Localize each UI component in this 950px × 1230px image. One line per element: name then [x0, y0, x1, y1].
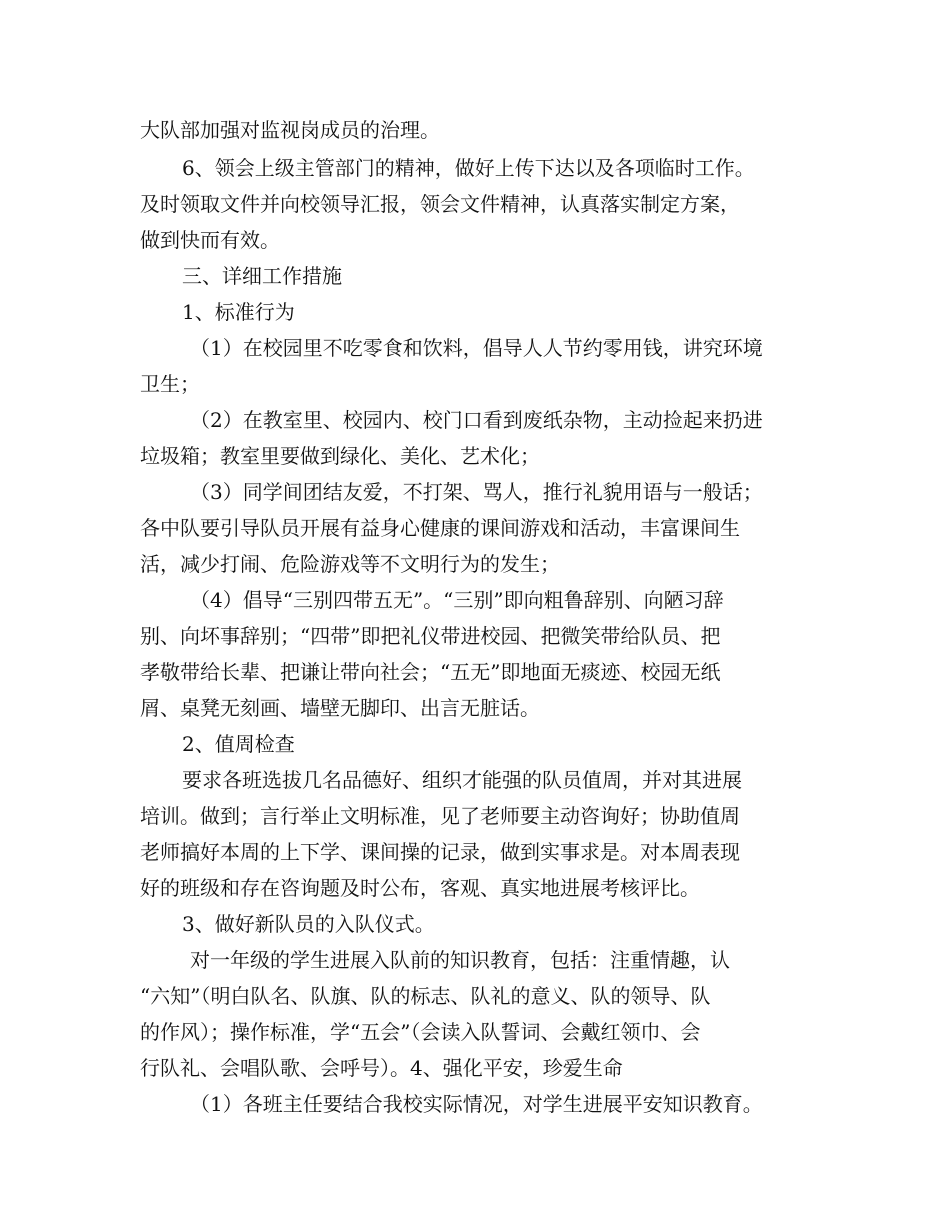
paragraph-line: （4）倡导“三别四带五无”。“三别”即向粗鲁辞别、向陋习辞: [190, 588, 724, 612]
section-heading: 三、详细工作措施: [182, 264, 342, 288]
paragraph-line: （3）同学间团结友爱，不打架、骂人，推行礼貌用语与一般话；: [190, 480, 763, 504]
paragraph-line: 对一年级的学生进展入队前的知识教育，包括：注重情趣，认: [190, 948, 730, 972]
paragraph-line: 活，减少打闹、危险游戏等不文明行为的发生；: [140, 552, 560, 576]
paragraph-line: 好的班级和存在咨询题及时公布，客观、真实地进展考核评比。: [140, 876, 700, 900]
subsection-heading: 2、值周检查: [182, 732, 295, 756]
paragraph-line: （1）在校园里不吃零食和饮料，倡导人人节约零用钱，讲究环境: [190, 336, 763, 360]
paragraph-line: 卫生；: [140, 372, 200, 396]
paragraph-line: 各中队要引导队员开展有益身心健康的课间游戏和活动，丰富课间生: [140, 516, 740, 540]
paragraph-line: 培训。做到；言行举止文明标准，见了老师要主动咨询好；协助值周: [140, 804, 740, 828]
paragraph-line: 孝敬带给长辈、把谦让带向社会；“五无”即地面无痰迹、校园无纸: [140, 660, 721, 684]
subsection-heading: 3、做好新队员的入队仪式。: [182, 912, 435, 936]
paragraph-line: （1）各班主任要结合我校实际情况，对学生进展平安知识教育。: [190, 1092, 763, 1116]
subsection-heading: 1、标准行为: [182, 300, 295, 324]
paragraph-line: 老师搞好本周的上下学、课间操的记录，做到实事求是。对本周表现: [140, 840, 740, 864]
paragraph-line: “六知”（明白队名、队旗、队的标志、队礼的意义、队的领导、队: [140, 984, 711, 1008]
paragraph-line: 垃圾箱；教室里要做到绿化、美化、艺术化；: [140, 444, 540, 468]
paragraph-line: （2）在教室里、校园内、校门口看到废纸杂物，主动捡起来扔进: [190, 408, 763, 432]
paragraph-line: 做到快而有效。: [140, 228, 280, 252]
paragraph-line: 大队部加强对监视岗成员的治理。: [140, 118, 440, 142]
paragraph-line: 要求各班选拔几名品德好、组织才能强的队员值周，并对其进展: [182, 768, 742, 792]
paragraph-line: 及时领取文件并向校领导汇报，领会文件精神，认真落实制定方案，: [140, 192, 740, 216]
paragraph-line: 6、领会上级主管部门的精神，做好上传下达以及各项临时工作。: [182, 156, 755, 180]
paragraph-line: 别、向坏事辞别；“四带”即把礼仪带进校园、把微笑带给队员、把: [140, 624, 721, 648]
paragraph-line: 屑、桌凳无刻画、墙壁无脚印、出言无脏话。: [140, 696, 540, 720]
paragraph-line: 的作风）；操作标准，学“五会”（会读入队誓词、会戴红领巾、会: [140, 1020, 701, 1044]
paragraph-line: 行队礼、会唱队歌、会呼号）。4、强化平安，珍爱生命: [140, 1056, 623, 1080]
